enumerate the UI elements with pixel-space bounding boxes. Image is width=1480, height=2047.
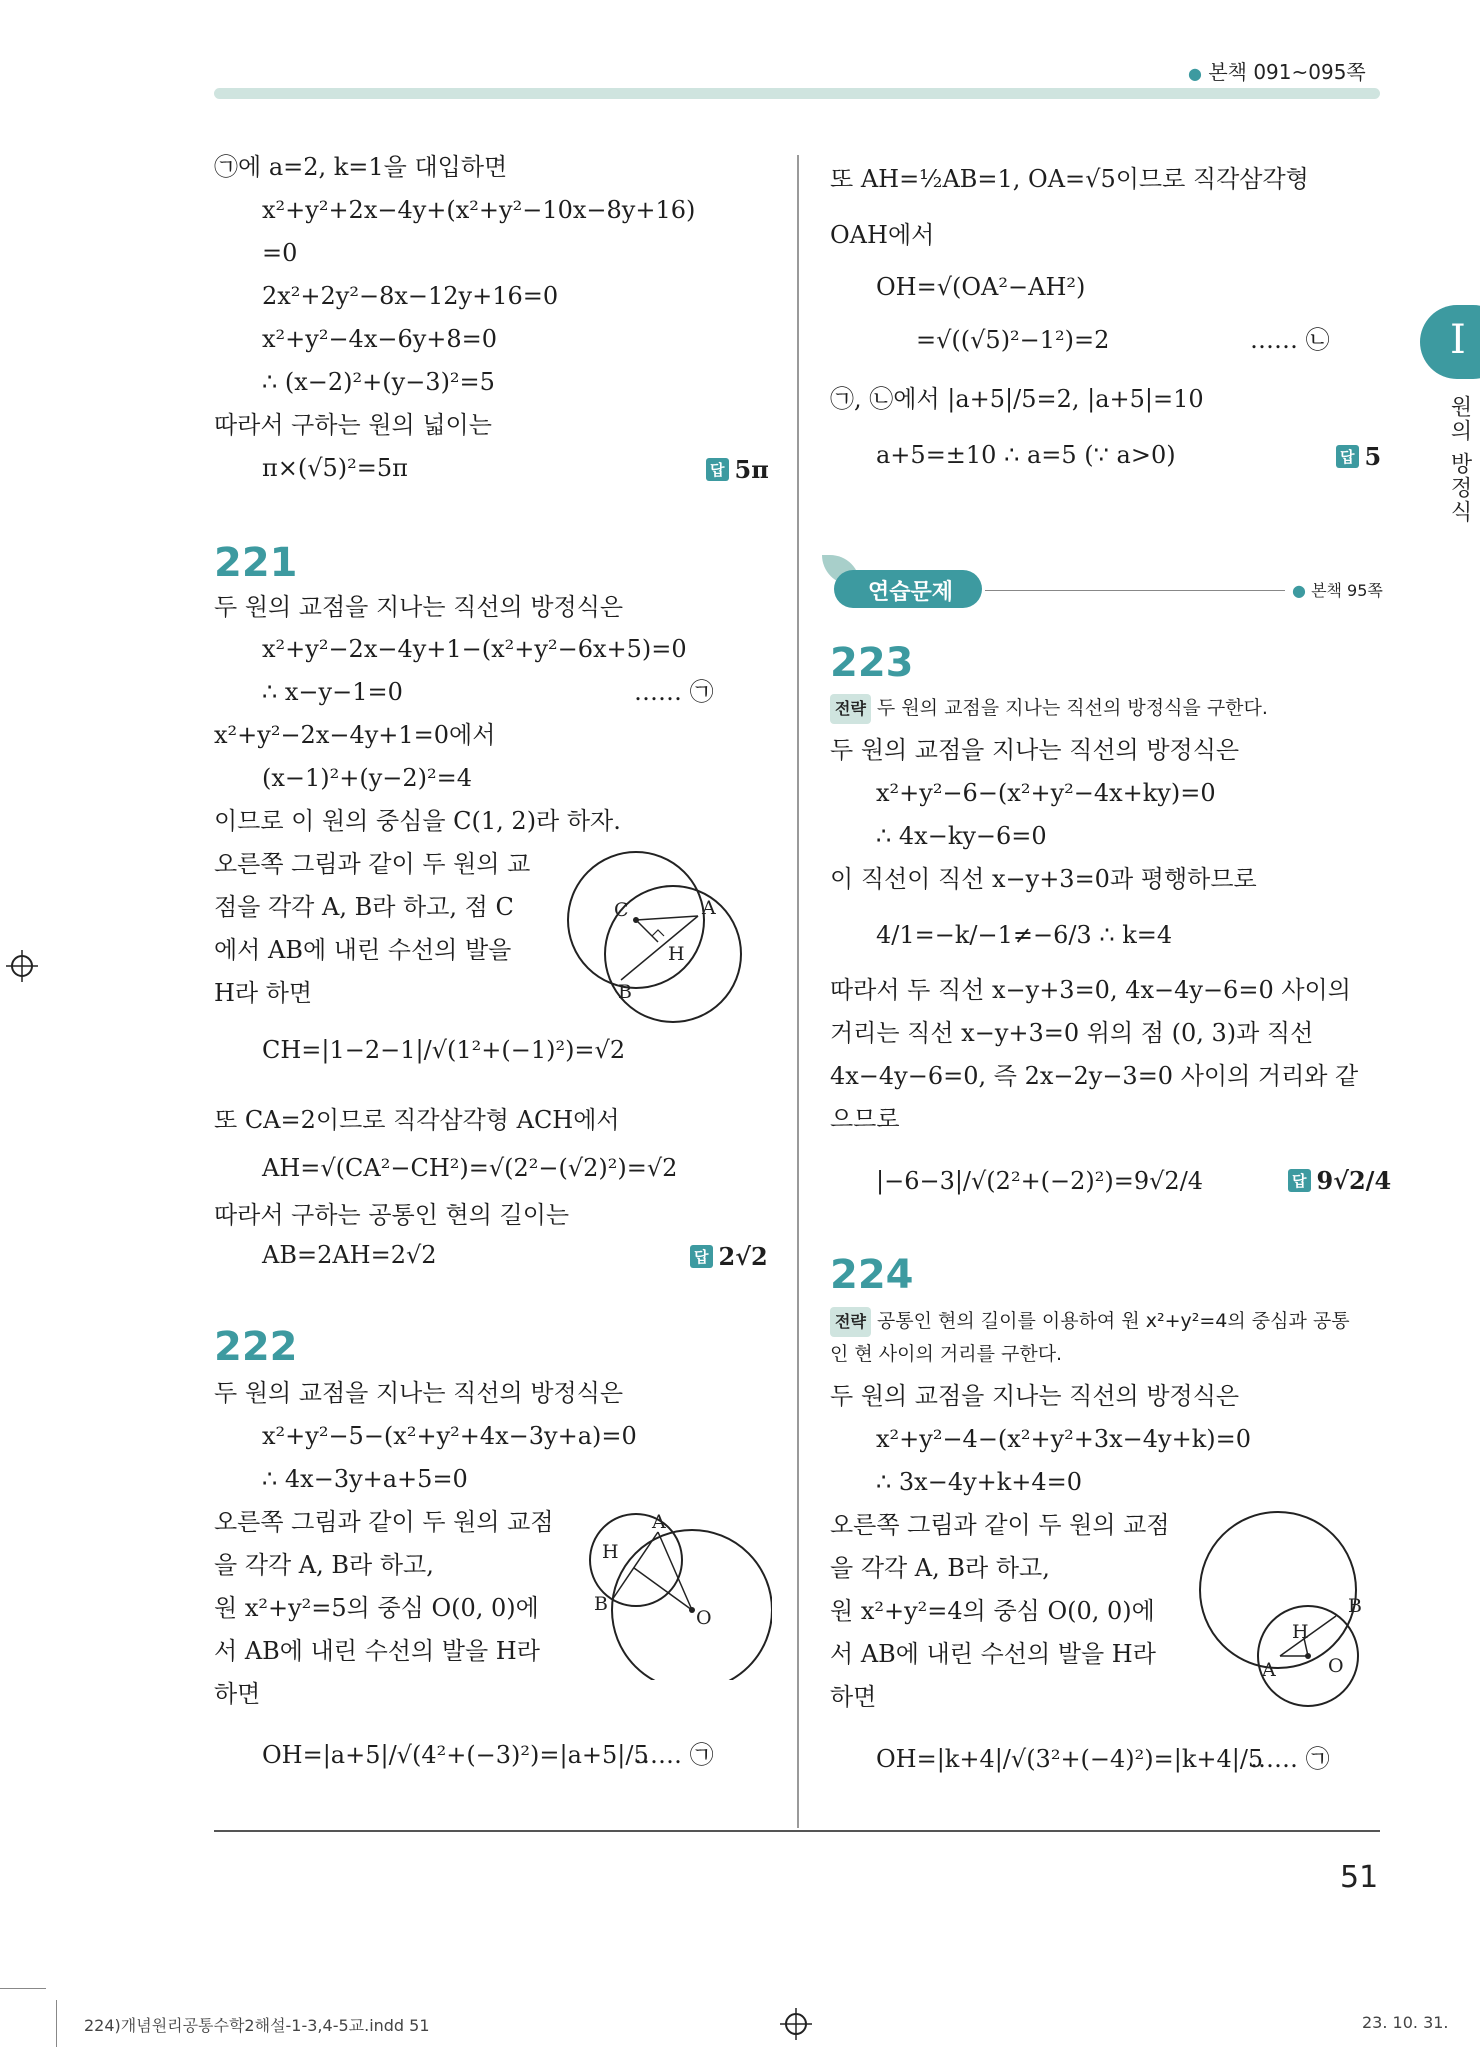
equation-line: x²+y²−4x−6y+8=0 [262, 325, 498, 353]
equation-line: OH=|a+5|/√(4²+(−3)²)=|a+5|/5 [262, 1741, 649, 1769]
footer-rule [214, 1830, 1380, 1832]
text-line: 두 원의 교점을 지나는 직선의 방정식은 [214, 593, 624, 621]
figure-224 [1196, 1508, 1386, 1718]
answer: 답 9√2/4 [1288, 1166, 1391, 1195]
equation-line: ∴ 4x−3y+a+5=0 [262, 1465, 468, 1493]
equation-line: x²+y²+2x−4y+(x²+y²−10x−8y+16) [262, 196, 696, 224]
text-line: 을 각각 A, B라 하고, [830, 1554, 1050, 1582]
footer-file: 224)개념원리공통수학2해설-1-3,4-5교.indd 51 [84, 2016, 430, 2035]
text-line: 오른쪽 그림과 같이 두 원의 교 [214, 850, 531, 878]
equation-line: x²+y²−2x−4y+1=0에서 [214, 721, 496, 749]
strategy-continued: 인 현 사이의 거리를 구한다. [830, 1343, 1063, 1365]
header-bar [214, 88, 1380, 99]
text-line: 서 AB에 내린 수선의 발을 H라 [830, 1640, 1156, 1668]
figure-221 [556, 848, 778, 1054]
text-line: 또 AH=½AB=1, OA=√5이므로 직각삼각형 [830, 165, 1309, 193]
problem-number: 223 [830, 640, 914, 686]
label-a: A [652, 1511, 666, 1533]
text-line: 하면 [830, 1683, 877, 1711]
strategy: 전략 두 원의 교점을 지나는 직선의 방정식을 구한다. [830, 693, 1268, 724]
chapter-tab: I [1420, 305, 1480, 379]
text-line: 4x−4y−6=0, 즉 2x−2y−3=0 사이의 거리와 같 [830, 1062, 1359, 1090]
equation-line: x²+y²−2x−4y+1−(x²+y²−6x+5)=0 [262, 635, 687, 663]
label-h: H [602, 1541, 619, 1563]
text-line: 또 CA=2이므로 직각삼각형 ACH에서 [214, 1106, 620, 1134]
crop-mark [0, 1988, 46, 1989]
equation-marker: …… ㉠ [1250, 1745, 1330, 1773]
label-b: B [1348, 1595, 1362, 1617]
text-line: 오른쪽 그림과 같이 두 원의 교점 [214, 1508, 554, 1536]
answer: 답 2√2 [690, 1242, 768, 1271]
label-o: O [1328, 1655, 1344, 1677]
text-line: 따라서 구하는 원의 넓이는 [214, 411, 492, 439]
text-line: 점을 각각 A, B라 하고, 점 C [214, 893, 514, 921]
equation-line: OH=|k+4|/√(3²+(−4)²)=|k+4|/5 [876, 1745, 1264, 1773]
problem-number: 222 [214, 1324, 298, 1370]
text-line: 으므로 [830, 1105, 900, 1133]
text-line: 에서 AB에 내린 수선의 발을 [214, 936, 512, 964]
equation-line: 2x²+2y²−8x−12y+16=0 [262, 282, 559, 310]
equation-marker: …… ㉠ [634, 1741, 714, 1769]
equation-line: x²+y²−5−(x²+y²+4x−3y+a)=0 [262, 1422, 637, 1450]
large-circle [1200, 1512, 1356, 1668]
registration-mark-icon [780, 2008, 812, 2040]
text-line: 서 AB에 내린 수선의 발을 H라 [214, 1637, 540, 1665]
center-point [689, 1607, 695, 1613]
page-number: 51 [1340, 1860, 1379, 1895]
practice-reference: ● 본책 95쪽 [1292, 581, 1383, 600]
equation-line: |−6−3|/√(2²+(−2)²)=9√2/4 [876, 1167, 1204, 1195]
equation-line: π×(√5)²=5π [262, 454, 408, 482]
equation-line: a+5=±10 ∴ a=5 (∵ a>0) [876, 441, 1176, 469]
equation-line: (x−1)²+(y−2)²=4 [262, 764, 473, 792]
chapter-title: 원의 방정식 [1447, 395, 1472, 524]
practice-rule [985, 590, 1285, 591]
equation-line: AB=2AH=2√2 [262, 1241, 437, 1269]
label-o: O [696, 1607, 712, 1629]
label-h: H [668, 943, 685, 965]
chord-ab [621, 916, 698, 980]
problem-number: 224 [830, 1252, 914, 1298]
text-line: 거리는 직선 x−y+3=0 위의 점 (0, 3)과 직선 [830, 1019, 1314, 1047]
chord-ab [612, 1532, 658, 1600]
text-line: 오른쪽 그림과 같이 두 원의 교점 [830, 1511, 1170, 1539]
text-line: 두 원의 교점을 지나는 직선의 방정식은 [214, 1379, 624, 1407]
label-h: H [1292, 1621, 1309, 1643]
text-line: 이므로 이 원의 중심을 C(1, 2)라 하자. [214, 807, 621, 835]
bullet-icon: ● [1188, 64, 1202, 83]
equation-line: ∴ x−y−1=0 [262, 678, 403, 706]
equation-marker: …… ㉡ [1250, 326, 1330, 354]
segment-ch [636, 920, 658, 942]
crop-mark [56, 2000, 57, 2047]
text-line: OAH에서 [830, 221, 935, 249]
text-line: 따라서 두 직선 x−y+3=0, 4x−4y−6=0 사이의 [830, 976, 1351, 1004]
text-line: 원 x²+y²=5의 중심 O(0, 0)에 [214, 1594, 539, 1622]
label-a: A [1262, 1659, 1276, 1681]
equation-line: ㉠, ㉡에서 |a+5|/5=2, |a+5|=10 [830, 385, 1204, 413]
equation-line: ∴ 4x−ky−6=0 [876, 822, 1047, 850]
equation-marker: …… ㉠ [634, 678, 714, 706]
text-line: 두 원의 교점을 지나는 직선의 방정식은 [830, 1382, 1240, 1410]
center-point [633, 917, 639, 923]
strategy: 전략 공통인 현의 길이를 이용하여 원 x²+y²=4의 중심과 공통 [830, 1306, 1350, 1337]
column-divider [797, 155, 799, 1828]
text-line: 하면 [214, 1680, 261, 1708]
problem-number: 221 [214, 540, 298, 586]
equation-line: 4/1=−k/−1≠−6/3 ∴ k=4 [876, 921, 1173, 949]
text-line: 따라서 구하는 공통인 현의 길이는 [214, 1201, 570, 1229]
figure-222 [582, 1510, 772, 1680]
right-angle-mark [652, 930, 664, 936]
label-b: B [618, 981, 632, 1003]
answer: 답 5 [1336, 442, 1381, 471]
equation-line: ∴ (x−2)²+(y−3)²=5 [262, 368, 495, 396]
equation-line: AH=√(CA²−CH²)=√(2²−(√2)²)=√2 [262, 1154, 678, 1182]
equation-line: x²+y²−4−(x²+y²+3x−4y+k)=0 [876, 1425, 1251, 1453]
equation-line: x²+y²−6−(x²+y²−4x+ky)=0 [876, 779, 1216, 807]
segment-ca [636, 916, 698, 920]
bullet-icon: ● [1292, 581, 1306, 600]
text-line: ㉠에 a=2, k=1을 대입하면 [214, 153, 508, 181]
text-line: H라 하면 [214, 979, 313, 1007]
equation-line: OH=√(OA²−AH²) [876, 273, 1086, 301]
label-c: C [614, 899, 629, 921]
label-a: A [702, 897, 716, 919]
center-point [1305, 1653, 1311, 1659]
equation-line: =0 [262, 239, 298, 267]
text-line: 원 x²+y²=4의 중심 O(0, 0)에 [830, 1597, 1155, 1625]
answer: 답 5π [706, 455, 769, 484]
equation-line: =√((√5)²−1²)=2 [916, 326, 1110, 354]
footer-date: 23. 10. 31. [1362, 2013, 1449, 2032]
text-line: 두 원의 교점을 지나는 직선의 방정식은 [830, 736, 1240, 764]
page-reference: ● 본책 091~095쪽 [1188, 60, 1366, 84]
equation-line: CH=|1−2−1|/√(1²+(−1)²)=√2 [262, 1036, 626, 1064]
registration-mark-icon [6, 950, 38, 982]
equation-line: ∴ 3x−4y+k+4=0 [876, 1468, 1083, 1496]
text-line: 이 직선이 직선 x−y+3=0과 평행하므로 [830, 865, 1257, 893]
label-b: B [594, 1593, 608, 1615]
text-line: 을 각각 A, B라 하고, [214, 1551, 434, 1579]
practice-banner: 연습문제 [834, 570, 982, 608]
